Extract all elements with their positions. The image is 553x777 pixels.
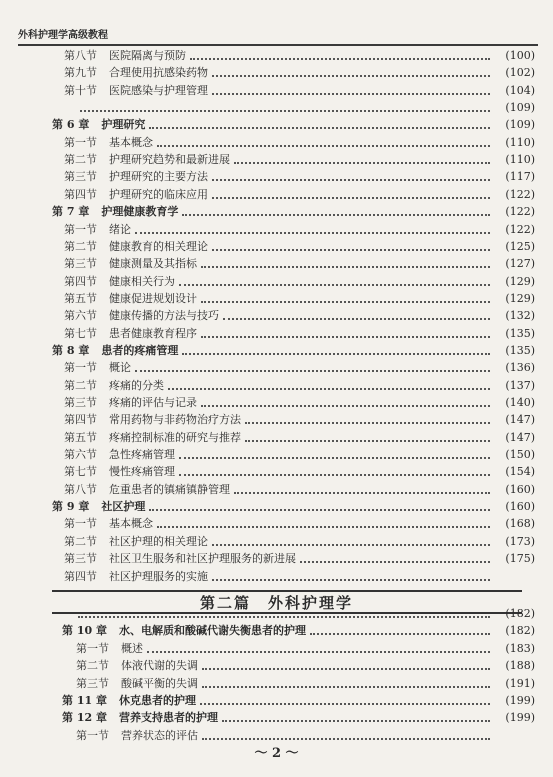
dot-leader bbox=[212, 197, 490, 199]
toc-entry-title: 患者健康教育程序 bbox=[109, 326, 197, 340]
toc-page-number: (102) bbox=[505, 66, 535, 80]
toc-entry-label bbox=[52, 118, 145, 132]
toc-page-number: (135) bbox=[505, 326, 535, 340]
toc-section-row bbox=[0, 393, 553, 410]
toc-entry-number: 第 9 章 bbox=[52, 500, 90, 514]
toc-entry-number: 第 8 章 bbox=[52, 343, 90, 357]
dot-leader bbox=[245, 422, 490, 424]
toc-section-row bbox=[0, 428, 553, 445]
dot-leader bbox=[157, 145, 490, 147]
toc-entry-title: 患者的疼痛管理 bbox=[101, 343, 179, 357]
dot-leader bbox=[223, 318, 490, 320]
toc-page-number: (100) bbox=[505, 49, 535, 62]
toc-entry-label bbox=[64, 170, 208, 184]
toc-entry-number: 第四节 bbox=[64, 413, 97, 427]
toc-entry-title: 社区护理 bbox=[101, 500, 146, 514]
dot-leader bbox=[179, 457, 490, 459]
toc-entry-number: 第六节 bbox=[64, 448, 97, 462]
toc-page-number: (160) bbox=[505, 500, 535, 514]
toc-entry-label bbox=[64, 535, 208, 549]
toc-entry-label bbox=[64, 552, 296, 566]
dot-leader bbox=[135, 232, 490, 234]
page-number: ～ 2 ～ bbox=[254, 746, 299, 761]
toc-entry-title: 营养状态的评估 bbox=[121, 728, 198, 742]
dot-leader bbox=[212, 544, 490, 546]
toc-page-number: (154) bbox=[505, 465, 535, 479]
dot-leader bbox=[202, 738, 490, 740]
toc-section-row bbox=[0, 289, 553, 306]
toc-entry-title: 社区护理服务的实施 bbox=[109, 569, 208, 583]
toc-section-row bbox=[0, 726, 553, 743]
toc-page-number: (168) bbox=[505, 517, 535, 531]
dot-leader bbox=[179, 284, 490, 286]
toc-entry-title: 急性疼痛管理 bbox=[109, 448, 175, 462]
toc-section-row bbox=[0, 46, 553, 63]
toc-entry-number: 第三节 bbox=[64, 170, 97, 184]
dot-leader bbox=[179, 474, 490, 476]
toc-page-number: (109) bbox=[505, 101, 535, 115]
toc-entry-title: 营养支持患者的护理 bbox=[118, 711, 218, 725]
toc-entry-title: 健康促进规划设计 bbox=[109, 291, 197, 305]
toc-section-row bbox=[0, 306, 553, 323]
toc-page-number: (182) bbox=[505, 624, 535, 638]
toc-entry-label bbox=[64, 327, 197, 341]
toc-entry-title: 基本概念 bbox=[109, 135, 153, 149]
toc-entry-number: 第三节 bbox=[64, 396, 97, 409]
toc-entry-label bbox=[64, 84, 208, 98]
toc-entry-label bbox=[52, 500, 145, 514]
toc-entry-title: 水、电解质和酸碱代谢失衡患者的护理 bbox=[118, 624, 306, 638]
toc-section-row bbox=[0, 549, 553, 566]
toc-entry-label bbox=[64, 257, 197, 271]
toc-page-number: (127) bbox=[505, 257, 535, 271]
toc-entry-number: 第二节 bbox=[64, 378, 97, 392]
toc-section-row bbox=[0, 639, 553, 656]
toc-entry-label bbox=[62, 694, 196, 708]
toc-section-row bbox=[0, 237, 553, 254]
dot-leader bbox=[182, 214, 490, 216]
toc-section-row bbox=[0, 376, 553, 393]
toc-entry-label bbox=[64, 101, 76, 115]
toc-entry-number: 第 6 章 bbox=[52, 118, 90, 132]
dot-leader bbox=[80, 110, 490, 112]
toc-entry-number: 第八节 bbox=[64, 49, 97, 62]
toc-page-number: (147) bbox=[505, 413, 535, 427]
toc-section-row bbox=[0, 185, 553, 202]
toc-section-row bbox=[0, 63, 553, 80]
toc-section-row bbox=[0, 220, 553, 237]
toc-entry-number: 第一节 bbox=[76, 728, 109, 742]
toc-entry-title: 概论 bbox=[109, 361, 131, 375]
toc-entry-title: 疼痛的评估与记录 bbox=[109, 396, 197, 409]
toc-entry-number: 第一节 bbox=[64, 222, 97, 236]
toc-entry-label bbox=[64, 517, 153, 531]
toc-section-row bbox=[0, 656, 553, 673]
toc-entry-number: 第四节 bbox=[64, 569, 97, 583]
toc-chapter-row bbox=[0, 691, 553, 708]
toc-page-number: (160) bbox=[505, 482, 535, 496]
toc-entry-title: 健康测量及其指标 bbox=[109, 257, 197, 271]
toc-entry-label bbox=[62, 624, 306, 638]
dot-leader bbox=[300, 561, 490, 563]
toc-section-row bbox=[0, 462, 553, 479]
dot-leader bbox=[78, 616, 490, 618]
toc-page-number: (147) bbox=[505, 430, 535, 444]
toc-entry-number: 第 12 章 bbox=[62, 711, 107, 725]
toc-section-row bbox=[0, 81, 553, 98]
toc-page-number: (132) bbox=[505, 309, 535, 323]
toc-entry-title: 疼痛控制标准的研究与推荐 bbox=[109, 430, 241, 444]
toc-page-number: (137) bbox=[505, 378, 535, 392]
toc-section-row bbox=[0, 167, 553, 184]
dot-leader bbox=[245, 440, 490, 442]
dot-leader bbox=[157, 526, 490, 528]
toc-section-row bbox=[0, 150, 553, 167]
toc-entry-title: 护理研究 bbox=[101, 118, 146, 132]
toc-chapter-row bbox=[0, 604, 553, 621]
toc-entry-label bbox=[64, 309, 219, 323]
toc-entry-label bbox=[64, 396, 197, 410]
dot-leader bbox=[182, 353, 490, 355]
toc-entry-label bbox=[52, 344, 178, 358]
toc-entry-number: 第三节 bbox=[76, 676, 109, 690]
toc-entry-number: 第一节 bbox=[76, 641, 109, 655]
toc-entry-label bbox=[64, 240, 208, 254]
toc-entry-label bbox=[64, 379, 164, 393]
toc-page-number: (122) bbox=[505, 187, 535, 201]
dot-leader bbox=[234, 492, 490, 494]
toc-section-row bbox=[0, 532, 553, 549]
toc-section-row bbox=[0, 272, 553, 289]
dot-leader bbox=[202, 686, 490, 688]
toc-entry-label bbox=[76, 729, 198, 743]
toc-section-row bbox=[0, 133, 553, 150]
dot-leader bbox=[135, 370, 490, 372]
toc-entry-label bbox=[64, 465, 175, 479]
toc-chapter-row bbox=[0, 708, 553, 725]
toc-entry-label bbox=[76, 677, 198, 691]
toc-chapter-row bbox=[0, 115, 553, 132]
toc-entry-label bbox=[64, 413, 241, 427]
dot-leader bbox=[310, 633, 490, 635]
toc-entry-title: 健康传播的方法与技巧 bbox=[109, 309, 219, 323]
toc-page-number: (199) bbox=[505, 711, 535, 725]
toc-entry-label bbox=[64, 570, 208, 584]
toc-section-row bbox=[0, 480, 553, 497]
toc-entry-label bbox=[62, 607, 74, 621]
toc-entry-label bbox=[64, 223, 131, 237]
dot-leader bbox=[190, 58, 490, 60]
dot-leader bbox=[201, 266, 490, 268]
dot-leader bbox=[212, 75, 490, 77]
toc-entry-number: 第九节 bbox=[64, 66, 97, 80]
toc-entry-label bbox=[64, 431, 241, 445]
toc-entry-number: 第 7 章 bbox=[52, 205, 90, 219]
toc-chapter-row bbox=[0, 202, 553, 219]
toc-entry-label bbox=[62, 711, 218, 725]
toc-section-row bbox=[0, 324, 553, 341]
toc-entry-title: 基本概念 bbox=[109, 517, 153, 531]
toc-entry-title: 慢性疼痛管理 bbox=[109, 465, 175, 479]
toc-entry-title: 护理研究趋势和最新进展 bbox=[109, 153, 230, 167]
toc-entry-label bbox=[64, 49, 186, 63]
toc-entry-number: 第六节 bbox=[64, 309, 97, 323]
toc-entry-label bbox=[64, 448, 175, 462]
toc-entry-label bbox=[64, 153, 230, 167]
toc-entry-number: 第二节 bbox=[64, 153, 97, 167]
toc-entry-label bbox=[64, 136, 153, 150]
toc-entry-title: 护理研究的临床应用 bbox=[109, 187, 208, 201]
toc-page-number: (173) bbox=[505, 534, 535, 548]
dot-leader bbox=[149, 509, 490, 511]
dot-leader bbox=[149, 127, 490, 129]
toc-page-number: (175) bbox=[505, 552, 535, 566]
toc-entry-number: 第七节 bbox=[64, 326, 97, 340]
toc-entry-title: 健康教育的相关理论 bbox=[109, 239, 208, 253]
toc-section-row bbox=[0, 98, 553, 115]
toc-entry-title: 医院隔离与预防 bbox=[109, 49, 186, 62]
toc-entry-title: 疼痛的分类 bbox=[109, 378, 164, 392]
toc-entry-title: 护理研究的主要方法 bbox=[109, 170, 208, 184]
toc-entry-number: 第四节 bbox=[64, 274, 97, 288]
dot-leader bbox=[200, 703, 490, 705]
toc-entry-title: 社区卫生服务和社区护理服务的新进展 bbox=[109, 552, 296, 566]
toc-page-number: (129) bbox=[505, 274, 535, 288]
toc-entry-number: 第五节 bbox=[64, 430, 97, 444]
dot-leader bbox=[202, 668, 490, 670]
toc-page-number: (110) bbox=[505, 153, 535, 167]
toc-entry-number: 第二节 bbox=[64, 534, 97, 548]
toc-entry-number: 第三节 bbox=[64, 257, 97, 271]
toc-page-number: (191) bbox=[505, 676, 535, 690]
dot-leader bbox=[212, 249, 490, 251]
toc-entry-number: 第 10 章 bbox=[62, 624, 107, 638]
toc-entry-label bbox=[64, 483, 230, 497]
toc-entry-number: 第 11 章 bbox=[62, 694, 107, 707]
toc-section-row bbox=[0, 514, 553, 531]
toc-entry-label bbox=[76, 659, 198, 673]
toc-page-number: (129) bbox=[505, 291, 535, 305]
dot-leader bbox=[201, 301, 490, 303]
toc-page-number: (104) bbox=[505, 83, 535, 97]
toc-section-row bbox=[0, 410, 553, 427]
toc-entry-label bbox=[52, 205, 178, 219]
dot-leader bbox=[201, 405, 490, 407]
toc-entry-title: 社区护理的相关理论 bbox=[109, 534, 208, 548]
toc-chapter-row bbox=[0, 621, 553, 638]
toc-entry-title: 酸碱平衡的失调 bbox=[121, 676, 198, 690]
dot-leader bbox=[222, 720, 490, 722]
toc-entry-label bbox=[76, 642, 143, 656]
toc-entry-number: 第十节 bbox=[64, 83, 97, 97]
toc-entry-title: 健康相关行为 bbox=[109, 274, 175, 288]
toc-entry-title: 休克患者的护理 bbox=[118, 694, 196, 707]
dot-leader bbox=[147, 651, 490, 653]
toc-page-number: (109) bbox=[505, 118, 535, 132]
toc-entry-number: 第一节 bbox=[64, 361, 97, 375]
toc-page-number: (125) bbox=[505, 239, 535, 253]
toc-page-number: (122) bbox=[505, 205, 535, 219]
dot-leader bbox=[201, 336, 490, 338]
toc-page-number: (182) bbox=[505, 607, 535, 620]
toc-entry-title: 合理使用抗感染药物 bbox=[109, 66, 208, 80]
toc-page-number: (188) bbox=[505, 659, 535, 673]
toc-page-number: (117) bbox=[505, 170, 535, 184]
dot-leader bbox=[212, 93, 490, 95]
dot-leader bbox=[212, 579, 490, 581]
dot-leader bbox=[212, 179, 490, 181]
part-title: 第二篇 外科护理学 bbox=[199, 594, 353, 612]
running-header: 外科护理学高级教程 bbox=[18, 26, 538, 46]
toc-page-number: (136) bbox=[505, 361, 535, 375]
dot-leader bbox=[168, 388, 490, 390]
toc-section-row bbox=[0, 254, 553, 271]
toc-entry-number: 第四节 bbox=[64, 187, 97, 201]
toc-entry-title: 护理健康教育学 bbox=[101, 205, 179, 219]
toc-entry-title: 危重患者的镇痛镇静管理 bbox=[109, 482, 230, 496]
toc-entry-number: 第三节 bbox=[64, 552, 97, 566]
toc-entry-number: 第二节 bbox=[64, 239, 97, 253]
toc-entry-label bbox=[64, 188, 208, 202]
toc-page-number: (122) bbox=[505, 222, 535, 236]
toc-page-number: (110) bbox=[505, 135, 535, 149]
dot-leader bbox=[234, 162, 490, 164]
toc-entry-title: 概述 bbox=[121, 641, 143, 655]
toc-entry-number: 第一节 bbox=[64, 135, 97, 149]
toc-section-row bbox=[0, 358, 553, 375]
toc-entry-title: 常用药物与非药物治疗方法 bbox=[109, 413, 241, 427]
toc-entry-number: 第一节 bbox=[64, 517, 97, 531]
toc-page-number: (183) bbox=[505, 641, 535, 655]
toc-entry-title: 绪论 bbox=[109, 222, 131, 236]
toc-page-number: (150) bbox=[505, 448, 535, 462]
toc-page-number: (140) bbox=[505, 396, 535, 409]
toc-entry-label bbox=[64, 66, 208, 80]
toc-entry-label bbox=[64, 275, 175, 289]
toc-entry-number: 第八节 bbox=[64, 482, 97, 496]
toc-entry-title: 体液代谢的失调 bbox=[121, 659, 198, 673]
toc-chapter-row bbox=[0, 497, 553, 514]
toc-entry-number: 第五节 bbox=[64, 291, 97, 305]
toc-entry-title: 医院感染与护理管理 bbox=[109, 83, 208, 97]
toc-entry-number: 第二节 bbox=[76, 659, 109, 673]
toc-page-number: (199) bbox=[505, 694, 535, 707]
toc-page-number: (135) bbox=[505, 343, 535, 357]
toc-section-row bbox=[0, 567, 553, 584]
toc-entry-label bbox=[64, 292, 197, 306]
toc-section-row bbox=[0, 445, 553, 462]
toc-entry-number: 第七节 bbox=[64, 465, 97, 479]
toc-chapter-row bbox=[0, 341, 553, 358]
toc-entry-label bbox=[64, 361, 131, 375]
toc-section-row bbox=[0, 674, 553, 691]
